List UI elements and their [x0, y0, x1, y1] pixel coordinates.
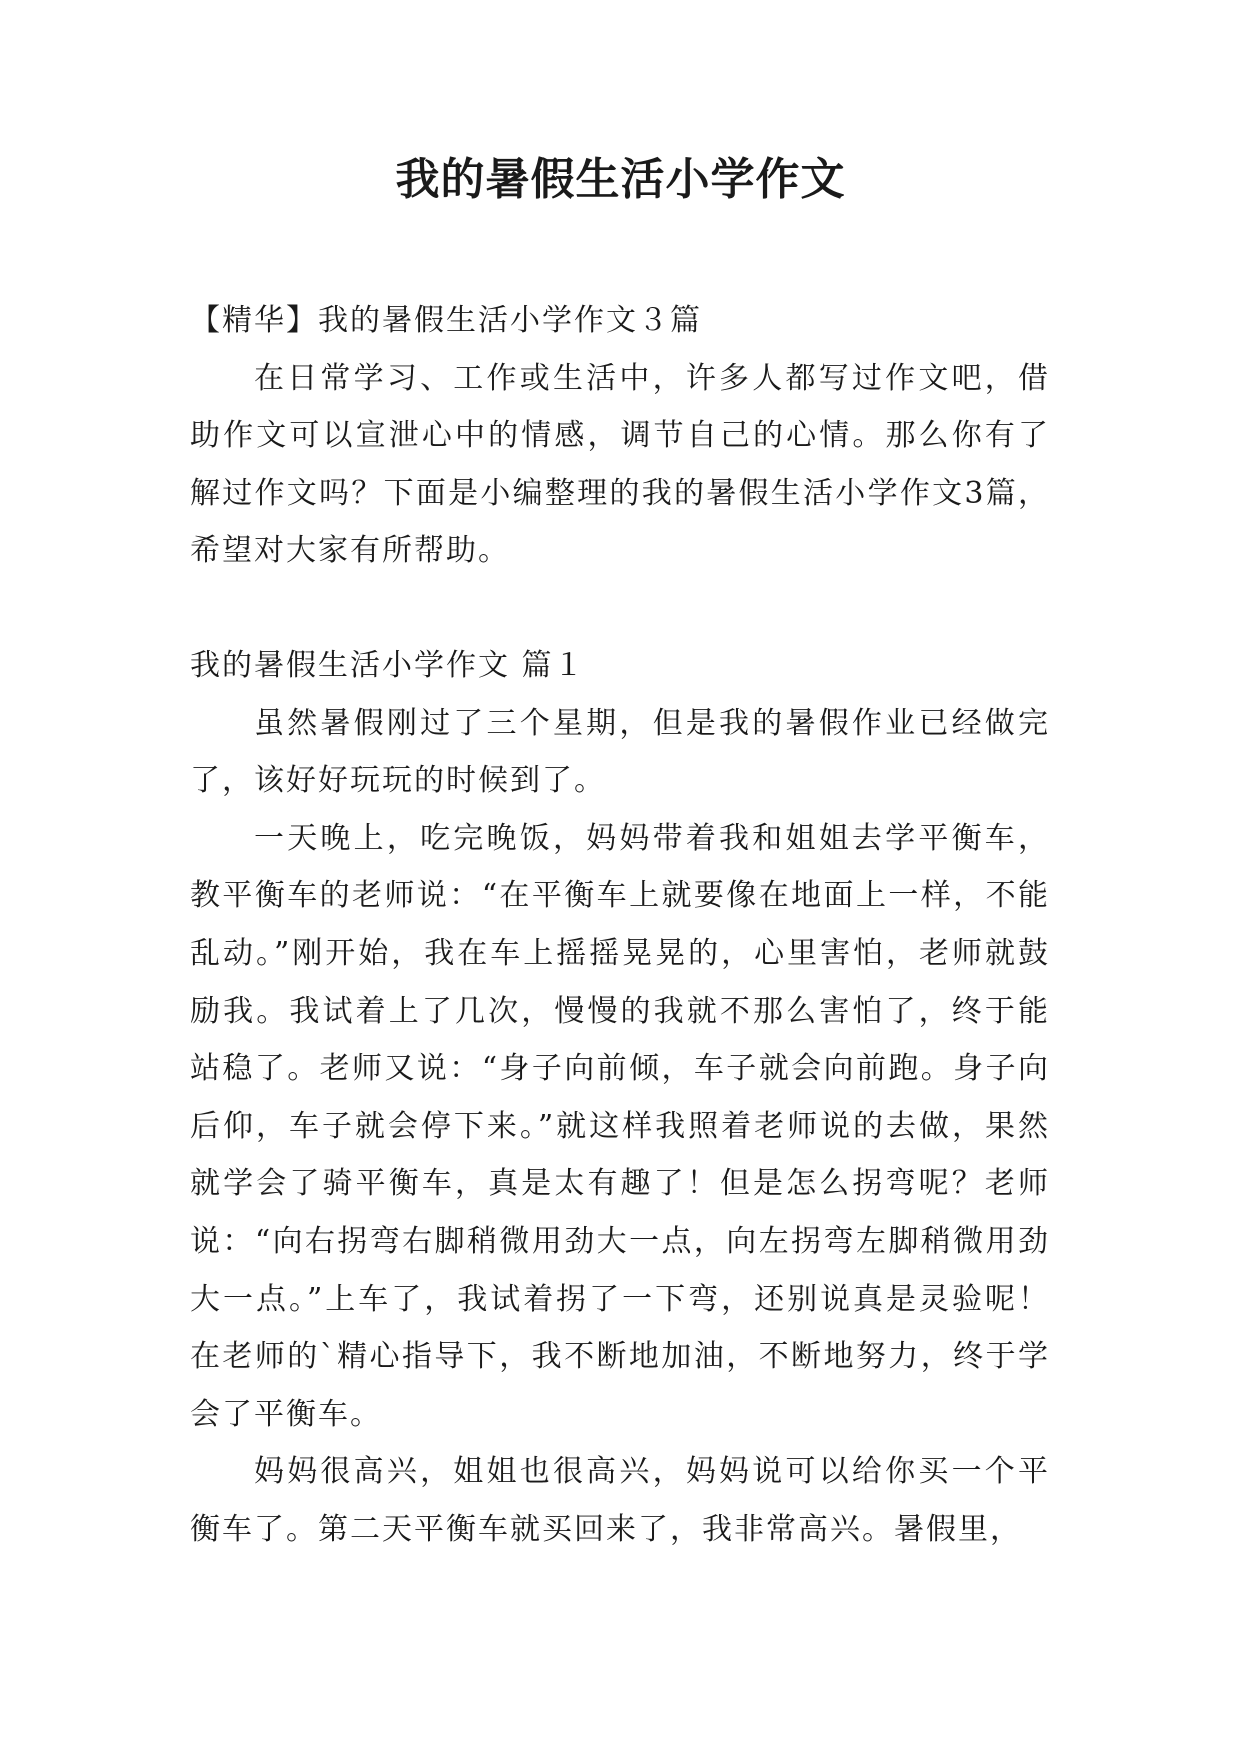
intro-paragraph: 在日常学习、工作或生活中，许多人都写过作文吧，借助作文可以宣泄心中的情感，调节自己的心情。那么你有了解过作文吗？下面是小编整理的我的暑假生活小学作文3篇，希望对大家有所帮助。: [190, 360, 1050, 569]
body-paragraph: 一天晚上，吃完晚饭，妈妈带着我和姐姐去学平衡车，教平衡车的老师说：“在平衡车上就要像在地面上一样，不能乱动。”刚开始，我在车上摇摇晃晃的，心里害怕，老师就鼓励我。我试着上了几次，慢慢的我就不那么害怕了，终于能站稳了。老师又说：“身子向前倾，车子就会向前跑。身子向后仰，车子就会停下来。”就这样我照着老师说的去做，果然就学会了骑平衡车，真是太有趣了！但是怎么拐弯呢？老师说：“向右拐弯右脚稍微用劲大一点，向左拐弯左脚稍微用劲大一点。”上车了，我试着拐了一下弯，还别说真是灵验呢！在老师的`精心指导下，我不断地加油，不断地努力，终于学会了平衡车。: [190, 820, 1050, 1432]
document-title: 我的暑假生活小学作文: [395, 154, 846, 205]
body-paragraph: 虽然暑假刚过了三个星期，但是我的暑假作业已经做完了，该好好玩玩的时候到了。: [190, 705, 1050, 799]
document-subtitle: 【精华】我的暑假生活小学作文３篇: [190, 303, 702, 338]
document-body: [190, 292, 1050, 1558]
section-heading: 我的暑假生活小学作文 篇１: [190, 647, 586, 683]
body-paragraph: 妈妈很高兴，姐姐也很高兴，妈妈说可以给你买一个平衡车了。第二天平衡车就买回来了，我非常高兴。暑假里，: [190, 1454, 1050, 1547]
